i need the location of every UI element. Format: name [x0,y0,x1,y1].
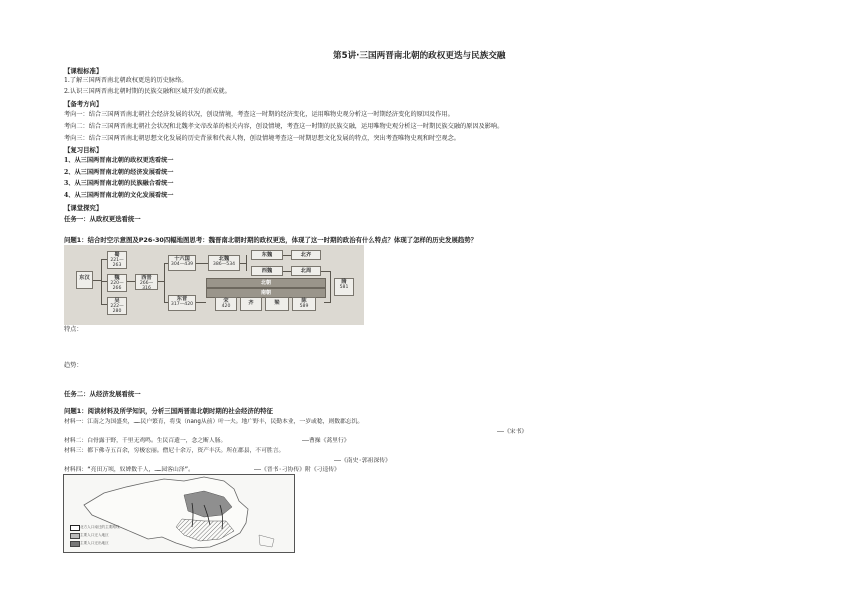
qi-box [240,297,262,311]
sixteen-kingdoms-name: 十六国 [174,256,190,262]
connector-line [283,271,291,272]
material-2-source: ——曹操《蒿里行》 [302,438,350,444]
shu-years: 221—263 [110,258,124,268]
legend-swatch-route [70,525,80,531]
connector-line [127,281,135,282]
sixteen-kingdoms-years: 304—439 [170,262,194,267]
connector-line [101,259,102,305]
task1-label: 任务一：从政权更迭看统一 [64,215,141,223]
north-qi-box [291,250,321,260]
task1-question: 问题1：结合时空示意图及P26-30四幅地图思考：魏晋南北朝时期的政权更迭，体现了这一时期的政治有什么特点？体现了怎样的历史发展趋势？ [64,236,478,244]
north-zhou-name: 北周 [300,268,312,274]
trend-label: 趋势： [64,362,83,369]
material-1: 材料一：江南之为国盛矣，……民户繁育，将曳（nang从前）叶一夫。地广野丰，民勤本业，一岁或稔，则数郡忘饥。 [64,419,364,425]
legend-immigration: 主要人口迁入地区 [80,533,109,537]
connector-line [196,263,208,264]
shu-name: 蜀 [114,252,120,258]
prep-item: 考向三：结合三国两晋南北朝思想文化发展的历史背景和代表人物，创设情境考查这一时期思想文化发展的特点，突出考查唯物史观和时空观念。 [64,135,460,142]
material-2: 材料二：白骨露于野，千里无鸡鸣。生民百遗一，念之断人肠。 [64,438,227,444]
song-years: 420 [221,304,231,309]
liang-name: 梁 [274,300,280,306]
connector-line [330,271,331,302]
review-item: 3、从三国两晋南北朝的民族融合看统一 [64,180,174,187]
sui-name: 隋 [341,279,347,285]
sixteen-kingdoms-box [168,255,196,271]
legend-swatch-immigration [70,533,80,539]
legend-swatch-emigration [70,541,80,547]
material-1-source: ——《宋书》 [497,429,528,435]
review-heading: 【复习目标】 [64,146,103,154]
task2-question: 问题1：阅读材料及所学知识，分析三国两晋南北朝时期的社会经济的特征 [64,407,273,415]
feature-label: 特点： [64,326,83,333]
wu-name: 吴 [114,298,120,304]
task2-label: 任务二：从经济发展看统一 [64,390,141,398]
chen-years: 589 [299,304,309,309]
west-wei-box [251,266,283,276]
north-qi-name: 北齐 [300,252,312,258]
legend-emigration: 主要人口迁出地区 [80,541,109,545]
qi-name: 齐 [248,300,254,306]
north-zhou-box [291,266,321,276]
inquiry-heading: 【课堂探究】 [64,204,103,212]
sui-box [334,278,354,296]
prep-item: 考向一：结合三国两晋南北朝社会经济发展的状况，创设情境，考查这一时期的经济变化，运用唯物史观分析这一时期经济变化的原因及作用。 [64,111,454,118]
migration-map [63,474,295,553]
connector-line [283,255,291,256]
north-wei-box [208,255,240,271]
sui-years: 581 [339,285,349,290]
east-wei-name: 东魏 [261,252,273,258]
connector-line [324,302,331,303]
east-wei-box [251,250,283,260]
chen-name: 陈 [301,298,307,304]
west-jin-name: 西晋 [141,275,152,281]
connector-line [246,255,247,271]
review-item: 2、从三国两晋南北朝的经济发展看统一 [64,169,174,176]
standard-item: 2.认识三国两晋南北朝时期的民族交融和区域开发的新成就。 [64,88,231,95]
wu-years: 222—280 [110,304,124,314]
connector-line [164,263,165,303]
east-jin-name: 东晋 [176,296,188,302]
wu-box [107,297,127,315]
page-title: 第5讲·三国两晋南北朝的政权更迭与民族交融 [333,51,506,61]
north-wei-years: 386—534 [212,262,236,267]
east-jin-box [168,295,196,311]
review-item: 4、从三国两晋南北朝的文化发展看统一 [64,192,174,199]
north-wei-name: 北魏 [218,256,230,262]
chen-box [292,297,316,311]
liang-box [265,297,289,311]
east-han-box [76,271,93,289]
connector-line [196,302,206,303]
standard-item: 1.了解三国两晋南北朝政权更迭的历史脉络。 [64,77,188,84]
prep-item: 考向二：结合三国两晋南北朝社会状况和北魏孝文帝改革的相关内容，创设情境，考查这一时期的民族交融，运用唯物史观分析这一时期民族交融的原因及影响。 [64,123,504,130]
shu-box [107,251,127,269]
wei-name: 魏 [114,275,120,281]
material-3: 材料三：都下佛寺五百余，穷极宏丽。僧尼十余万，资产丰沃。所在郡县，不可胜言。 [64,448,285,454]
east-jin-years: 317—420 [170,302,194,307]
legend-route: 北方人口南迁的主要路线 [80,525,120,529]
material-3-source: ——《南史·郭祖深传》 [334,458,391,464]
inset-south-sea [259,535,274,547]
west-wei-name: 西魏 [261,268,273,274]
prep-heading: 【备考方向】 [64,100,103,108]
west-jin-years: 266—316 [139,281,154,291]
material-4-source: ——《晋书·刁协传》附《刁逵传》 [254,467,340,473]
southern-dynasties-bar: 南朝 [206,288,326,298]
review-item: 1、从三国两晋南北朝的政权更迭看统一 [64,157,174,164]
standard-heading: 【课程标准】 [64,67,103,75]
northern-dynasties-bar: 北朝 [206,278,326,288]
connector-line [92,280,101,281]
wei-box [107,274,127,292]
dynasty-timeline-diagram [64,245,364,325]
wei-years: 220—266 [110,281,124,291]
material-4: 材料四：“亮田万顷，奴婢数千人，……园客山泽”。 [64,467,194,473]
song-name: 宋 [223,298,229,304]
west-jin-box [135,274,158,290]
east-han-label: 东汉 [79,275,90,281]
song-box [215,297,237,311]
